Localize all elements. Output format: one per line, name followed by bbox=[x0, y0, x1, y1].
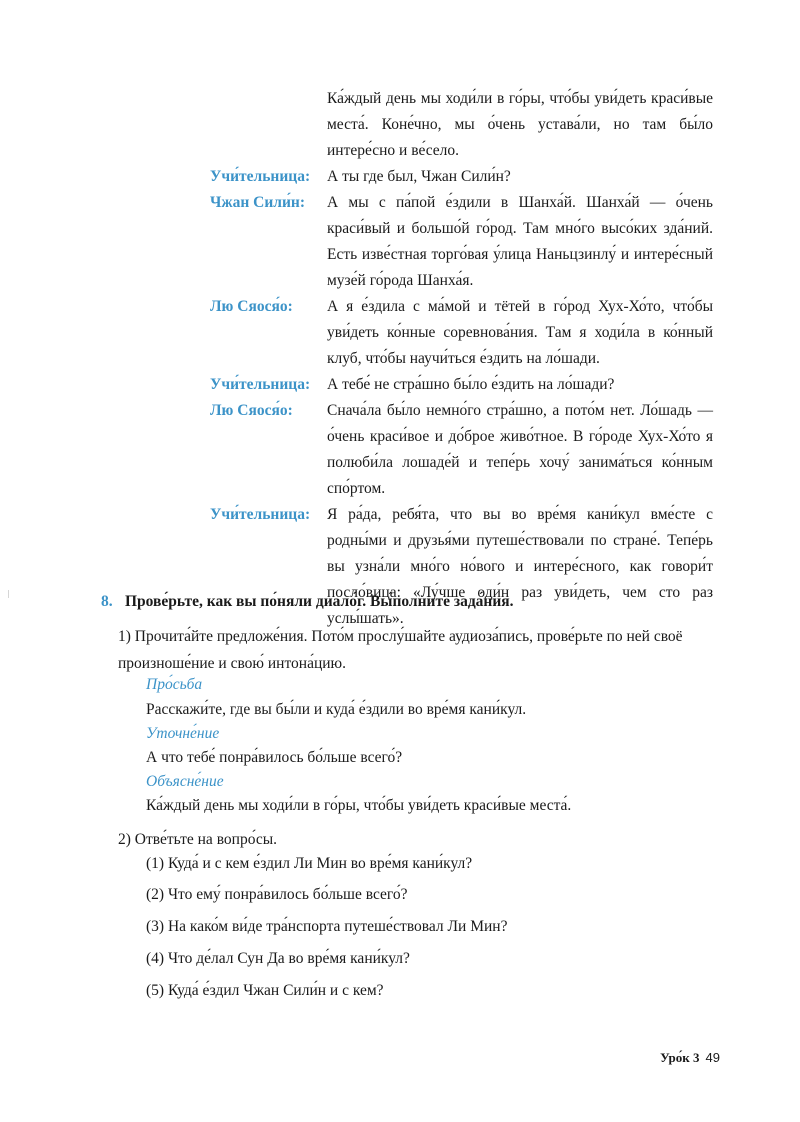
speech-text: А я е́здила с ма́мой и тётей в го́род Хух-Хо́то, что́бы уви́деть ко́нные соревнова́ния. Там я ходи́ла в ко́нный клуб, что́бы научи́ться е́здить на ло́шади. bbox=[327, 298, 713, 367]
example-phrase: Ка́ждый день мы ходи́ли в го́ры, что́бы уви́деть краси́вые места́. bbox=[146, 797, 572, 814]
dialogue-continuation: Ка́ждый день мы ходи́ли в го́ры, что́бы уви́деть краси́вые места́. Коне́чно, мы о́чень устава́ли, но там бы́ло интере́сно и ве́село. bbox=[327, 90, 713, 159]
question-item: (5) Куда́ е́здил Чжан Сили́н и с кем? bbox=[146, 982, 384, 999]
task-1-instruction: 1) Прочита́йте предложе́ния. Пото́м прослу́шайте аудиоза́пись, прове́рьте по ней своё произноше́ние и свою́ интона́цию. bbox=[118, 628, 683, 672]
exercise-number: 8. bbox=[101, 593, 113, 610]
question-item: (3) На како́м ви́де тра́нспорта путеше́ствовал Ли Мин? bbox=[146, 918, 508, 935]
speech-text: А ты где был, Чжан Сили́н? bbox=[327, 168, 511, 185]
speaker-name: Лю Сяося́о: bbox=[210, 298, 293, 315]
speech-text: А тебе́ не стра́шно бы́ло е́здить на ло́шади? bbox=[327, 376, 615, 393]
speaker-name: Учи́тельница: bbox=[210, 506, 311, 523]
speaker-name: Лю Сяося́о: bbox=[210, 402, 293, 419]
speech-text: Снача́ла бы́ло немно́го стра́шно, а пото́м нет. Ло́шадь — о́чень краси́вое и до́брое живо́тное. В го́роде Хух-Хо́то я полюби́ла лошаде́й и тепе́рь хочу́ занима́ться ко́нным спо́ртом. bbox=[327, 402, 713, 497]
page-number: 49 bbox=[705, 1050, 720, 1065]
example-phrase: Расскажи́те, где вы бы́ли и куда́ е́здили во вре́мя кани́кул. bbox=[146, 701, 527, 718]
speech-text: А мы с па́пой е́здили в Шанха́й. Шанха́й — о́чень краси́вый и большо́й го́род. Там мно́го высо́ких зда́ний. Есть изве́стная торго́вая у́лица Наньцзинлу́ и интере́сный музе́й го́рода Шанха́я. bbox=[327, 194, 713, 289]
page-footer bbox=[640, 1050, 720, 1066]
question-item: (4) Что де́лал Сун Да во вре́мя кани́кул? bbox=[146, 950, 410, 967]
example-phrase: А что тебе́ понра́вилось бо́льше всего́? bbox=[146, 749, 403, 766]
speaker-name: Чжан Сили́н: bbox=[210, 194, 306, 211]
exercise-title: Прове́рьте, как вы по́няли диало́г. Вы́полните зада́ния. bbox=[125, 593, 514, 610]
margin-mark bbox=[8, 590, 9, 598]
question-item: (1) Куда́ и с кем е́здил Ли Мин во вре́мя кани́кул? bbox=[146, 855, 473, 872]
question-item: (2) Что ему́ понра́вилось бо́льше всего́? bbox=[146, 886, 408, 903]
speech-text: Я ра́да, ребя́та, что вы во вре́мя кани́кул вме́сте с родны́ми и друзья́ми путеше́ствовали по стране́. Тепе́рь вы узна́ли мно́го но́вого и интере́сного, как говори́т посло́вица: «Лу́чше оди́н раз уви́деть, чем сто раз услы́шать». bbox=[327, 506, 713, 627]
speaker-name: Учи́тельница: bbox=[210, 376, 311, 393]
task-2-instruction: 2) Отве́тьте на вопро́сы. bbox=[118, 831, 278, 848]
intent-label: Про́сьба bbox=[146, 676, 203, 693]
speaker-name: Учи́тельница: bbox=[210, 168, 311, 185]
intent-label: Уточне́ние bbox=[146, 725, 220, 742]
lesson-label: Уро́к 3 bbox=[660, 1050, 700, 1065]
intent-label: Объясне́ние bbox=[146, 773, 224, 790]
